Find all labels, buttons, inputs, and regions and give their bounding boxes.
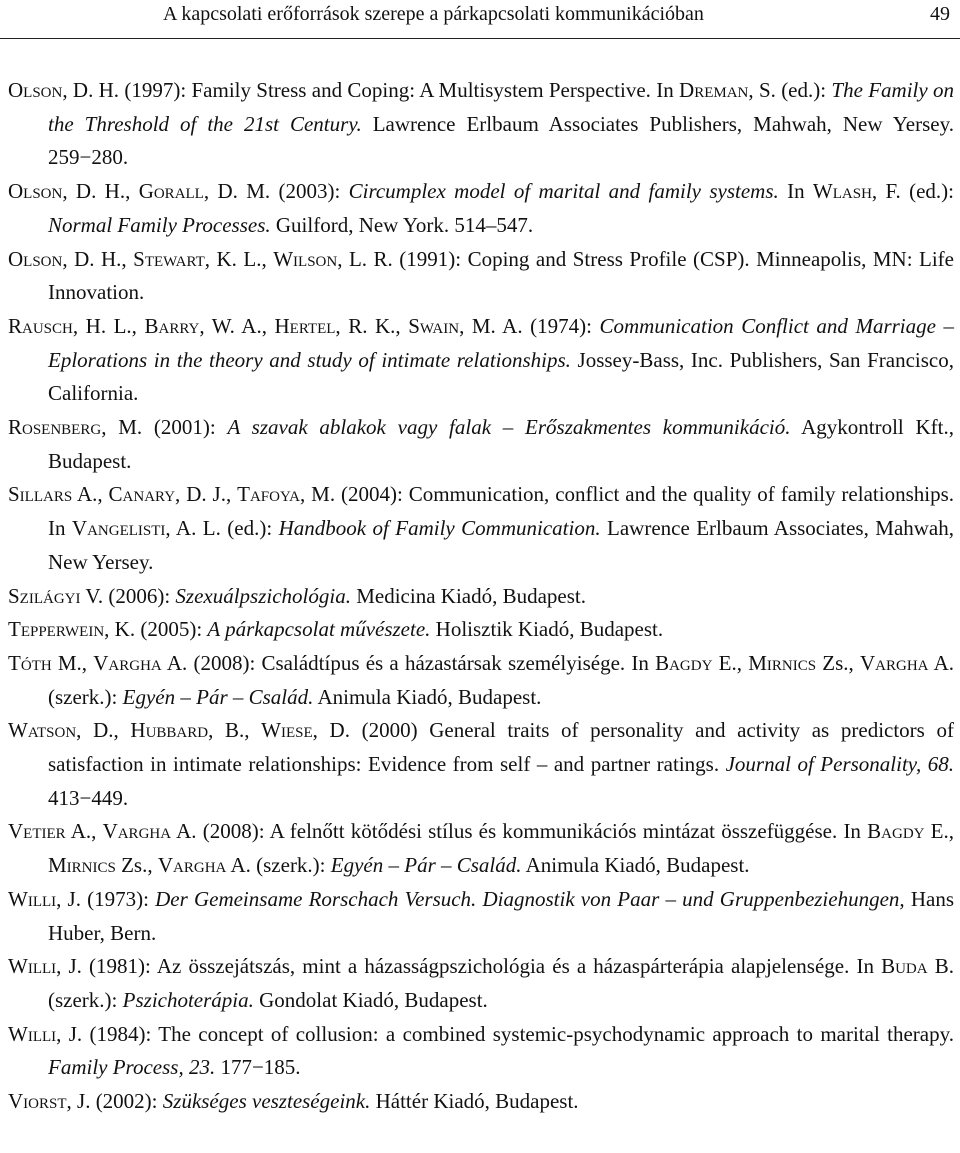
reference-text: , M. (2004): Communication, conflict and the quality of family relationships. In <box>48 482 955 541</box>
reference-text: Jossey-Bass, Inc. Publishers, San Francisco, California. <box>48 347 954 406</box>
author-name: Swain <box>408 313 460 338</box>
author-name: Stewart <box>133 246 205 271</box>
author-name: Dreman <box>679 78 749 102</box>
author-name: Sillars <box>8 482 73 507</box>
reference-text: Animula Kiadó, Budapest. <box>521 853 750 878</box>
work-title: Der Gemeinsame Rorschach Versuch. Diagnostik von Paar – und Gruppenbeziehungen, <box>155 886 905 911</box>
author-name: Vetier <box>8 819 66 844</box>
author-name: Bagdy <box>655 650 713 675</box>
reference-text: , J. (1973): <box>56 886 156 911</box>
author-name: Hubbard <box>130 718 209 743</box>
author-name: Willi <box>8 886 57 911</box>
reference-text: , D. M. (2003): <box>203 179 349 204</box>
author-name: Vangelisti <box>71 516 166 541</box>
reference-text: 413−449. <box>48 785 129 810</box>
author-name: Vargha <box>102 819 172 844</box>
author-name: Tepperwein <box>8 617 105 642</box>
author-name: Willi <box>8 954 57 979</box>
reference-entry <box>8 310 954 411</box>
running-header <box>0 0 960 39</box>
reference-text: E., <box>712 650 749 675</box>
reference-text: Lawrence Erlbaum Associates Publishers, Mahwah, New Yersey. 259−280. <box>48 111 954 170</box>
author-name: Olson <box>8 78 63 102</box>
reference-entry <box>8 1018 954 1085</box>
author-name: Willi <box>8 1021 57 1046</box>
work-title: Handbook of Family Communication. <box>278 516 601 541</box>
work-title: The Family on the Threshold of the 21st Century. <box>48 78 955 136</box>
reference-text: , B., <box>208 718 262 743</box>
reference-text: A. (2008): A felnőtt kötődési stílus és kommunikációs mintázat összefüggése. In <box>171 819 868 844</box>
author-name: Vargha <box>93 650 162 675</box>
reference-text: Animula Kiadó, Budapest. <box>313 684 542 709</box>
work-title: Normal Family Processes. <box>48 212 271 237</box>
author-name: Szilágyi <box>8 583 81 608</box>
reference-text: , D. H. (1997): Family Stress and Coping: A Multisystem Perspective. In <box>62 78 680 102</box>
author-name: Wiese <box>261 718 313 743</box>
reference-entry <box>8 647 954 714</box>
reference-entry <box>8 883 954 950</box>
author-name: Viorst <box>8 1089 67 1114</box>
author-name: Rosenberg <box>8 415 102 440</box>
reference-text: , J. (2002): <box>66 1089 163 1114</box>
reference-text: A. (szerk.): <box>48 650 954 709</box>
work-title: Circumplex model of marital and family systems. <box>348 179 779 204</box>
reference-text: , F. (ed.): <box>871 179 954 204</box>
reference-text: , K. (2005): <box>104 617 208 642</box>
page-number: 49 <box>930 3 950 25</box>
reference-text: , S. (ed.): <box>748 78 832 102</box>
reference-text: , M. (2001): <box>101 415 228 440</box>
work-title: A szavak ablakok vagy falak – Erőszakmentes kommunikáció. <box>227 415 791 440</box>
reference-text: , A. L. (ed.): <box>165 516 279 541</box>
author-name: Wlash <box>812 179 872 204</box>
reference-text: B. (szerk.): <box>48 954 954 1012</box>
author-name: Canary <box>108 482 176 507</box>
reference-text: , J. (1981): Az összejátszás, mint a házasságpszichológia és a házaspárterápia alapjelensége. In <box>56 954 882 979</box>
reference-list <box>8 74 954 1119</box>
reference-text: , K. L., <box>204 246 274 271</box>
reference-text: , M. A. (1974): <box>459 313 600 338</box>
author-name: Olson <box>8 179 63 204</box>
work-title: A párkapcsolat művészete. <box>207 617 431 642</box>
reference-text: A., <box>65 819 103 844</box>
work-title: Communication Conflict and Marriage – Eplorations in the theory and study of intimate relationships. <box>48 313 954 372</box>
reference-text: , L. R. (1991): Coping and Stress Profile (CSP). Minneapolis, MN: Life Innovation. <box>48 246 954 305</box>
reference-text: 177−185. <box>215 1055 301 1080</box>
author-name: Vargha <box>860 650 929 675</box>
reference-text: , J. (1984): The concept of collusion: a combined systemic-psychodynamic approach to marital therapy. <box>56 1021 954 1046</box>
author-name: Mirnics <box>48 853 116 878</box>
reference-text: V. (2006): <box>80 583 176 608</box>
reference-entry <box>8 175 954 242</box>
work-title: Szexuálpszichológia. <box>175 583 351 608</box>
work-title: Pszichoterápia. <box>122 987 254 1012</box>
reference-text: , D., <box>76 718 131 743</box>
author-name: Barry <box>144 313 200 338</box>
author-name: Wilson <box>273 246 338 271</box>
reference-text: A., <box>72 482 109 507</box>
author-name: Hertel <box>274 313 336 338</box>
author-name: Rausch <box>8 313 73 338</box>
reference-entry <box>8 613 954 647</box>
reference-entry <box>8 815 954 882</box>
work-title: Egyén – Pár – Család. <box>330 853 522 878</box>
reference-entry <box>8 580 954 614</box>
author-name: Buda <box>881 954 928 979</box>
work-title: Family Process, 23. <box>48 1055 216 1080</box>
reference-text: Medicina Kiadó, Budapest. <box>350 583 587 608</box>
reference-text: , D. J., <box>175 482 238 507</box>
author-name: Bagdy <box>867 819 925 844</box>
reference-text: , D. H., <box>62 246 134 271</box>
reference-text: , D. (2000) General traits of personality and activity as predictors of satisfaction in intimate relationships: Evidence from self – and partner ratings. <box>48 718 954 777</box>
reference-text: Holisztik Kiadó, Budapest. <box>430 617 664 642</box>
running-title: A kapcsolati erőforrások szerepe a párkapcsolati kommunikációban <box>163 3 704 25</box>
reference-text: Háttér Kiadó, Budapest. <box>370 1089 579 1114</box>
reference-text: , W. A., <box>199 313 275 338</box>
reference-entry <box>8 1085 954 1119</box>
work-title: Journal of Personality, 68. <box>725 752 954 777</box>
reference-text: Agykontroll Kft., Budapest. <box>48 415 954 473</box>
work-title: Szükséges veszteségeink. <box>162 1089 371 1114</box>
reference-entry <box>8 714 954 815</box>
reference-entry <box>8 478 954 579</box>
reference-text: Guilford, New York. 514–547. <box>270 212 534 237</box>
reference-text: , R. K., <box>335 313 409 338</box>
reference-text: Lawrence Erlbaum Associates, Mahwah, New Yersey. <box>48 516 955 574</box>
reference-entry <box>8 243 954 310</box>
work-title: Egyén – Pár – Család. <box>122 684 314 709</box>
reference-text: , D. H., <box>62 179 139 204</box>
reference-text: Zs., <box>816 650 860 675</box>
author-name: Olson <box>8 246 63 271</box>
author-name: Tafoya <box>237 482 300 507</box>
reference-text: Hans Huber, Bern. <box>48 886 954 945</box>
author-name: Watson <box>8 718 77 743</box>
reference-text: In <box>778 179 813 204</box>
reference-text: Zs., <box>115 853 158 878</box>
reference-entry <box>8 74 954 175</box>
author-name: Gorall <box>138 179 204 204</box>
author-name: Tóth <box>8 650 52 675</box>
reference-entry <box>8 411 954 478</box>
author-name: Vargha <box>157 853 227 878</box>
reference-text: E., <box>924 819 955 844</box>
reference-text: Gondolat Kiadó, Budapest. <box>253 987 488 1012</box>
author-name: Mirnics <box>748 650 817 675</box>
reference-text: A. (szerk.): <box>226 853 331 878</box>
reference-text: M., <box>51 650 94 675</box>
reference-text: A. (2008): Családtípus és a házastársak személyisége. In <box>161 650 656 675</box>
reference-entry <box>8 950 954 1017</box>
reference-text: , H. L., <box>72 313 145 338</box>
